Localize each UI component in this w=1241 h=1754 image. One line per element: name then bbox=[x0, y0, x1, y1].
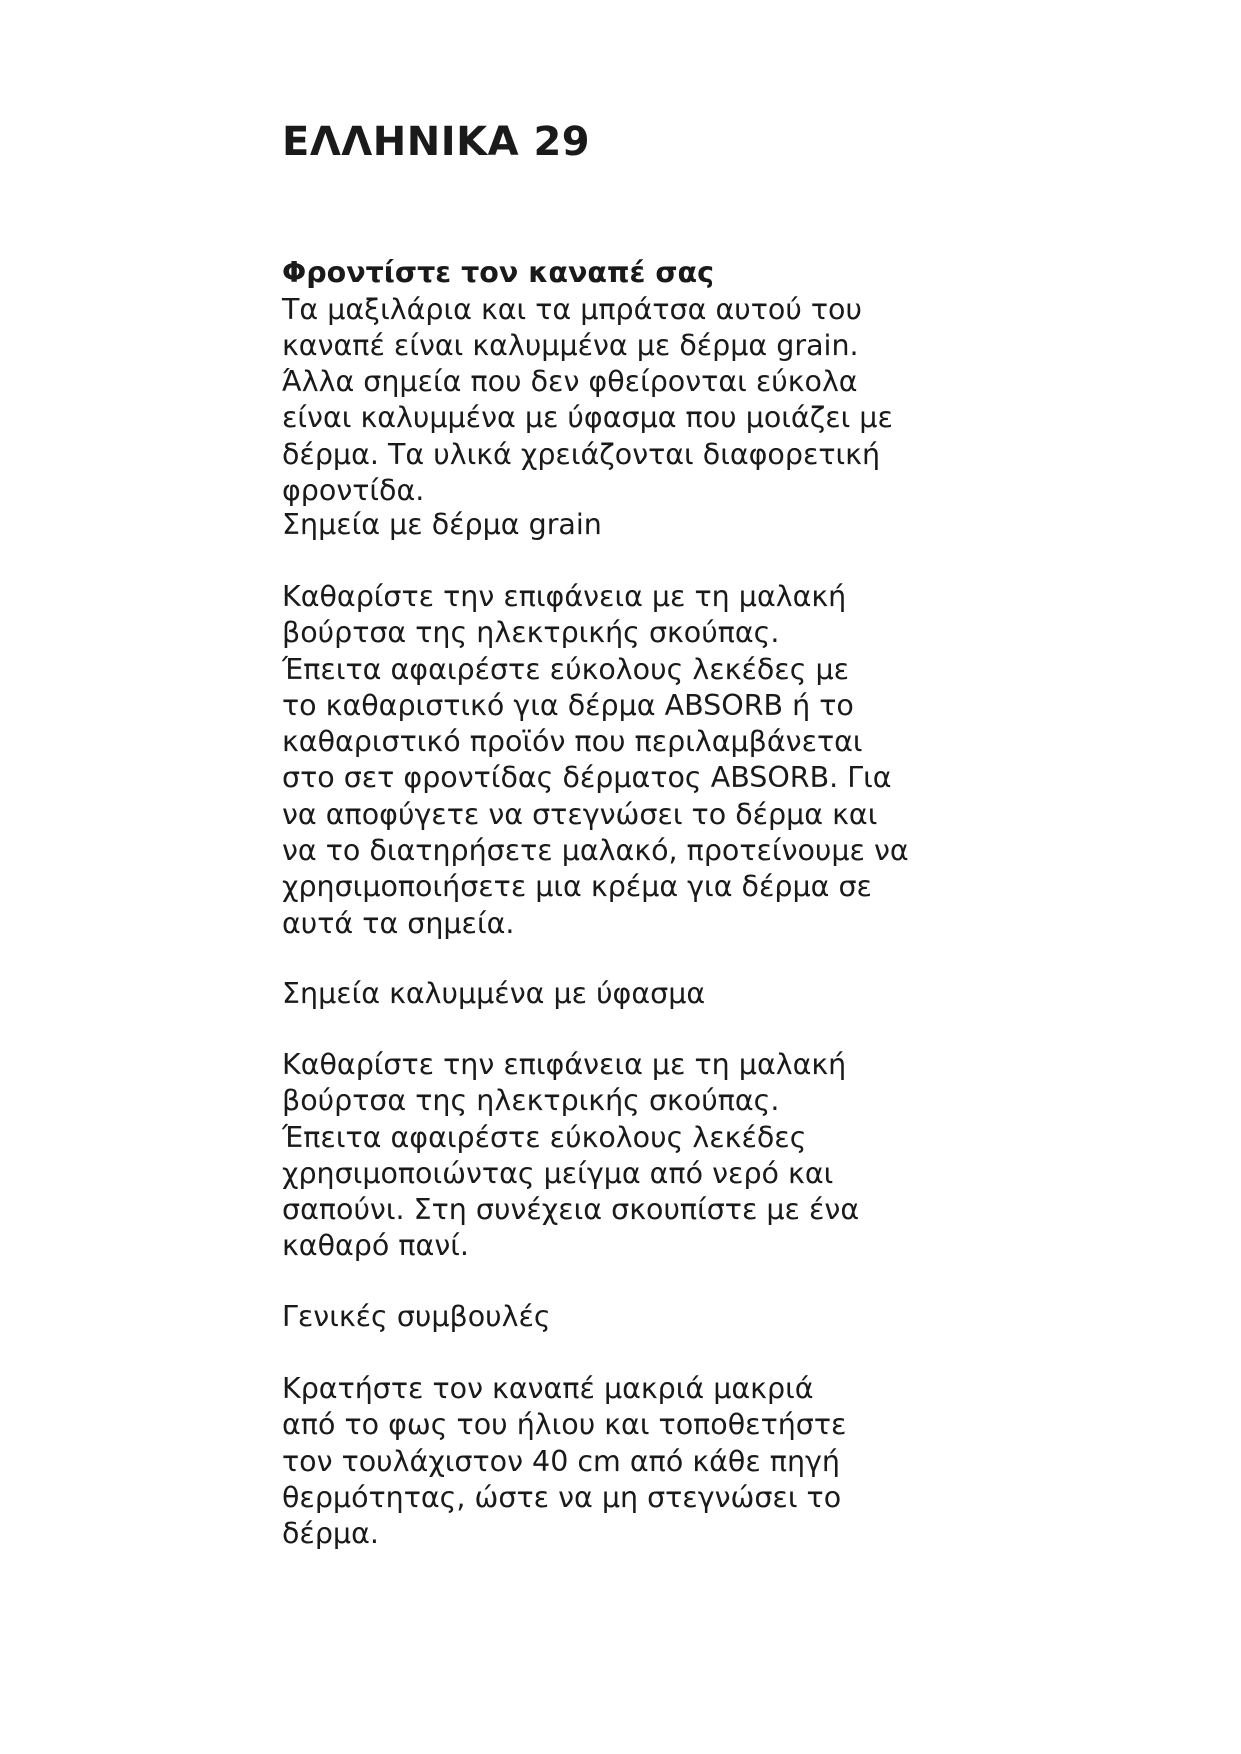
care-section bbox=[282, 219, 1002, 509]
general-tips-body: Κρατήστε τον καναπέ μακριά μακριά από το φως του ήλιου και τοποθετήστε τον τουλάχιστον 40 cm από κάθε πηγή θερμότητας, ώστε να μη στεγνώσει το δέρμα. bbox=[282, 1372, 847, 1551]
care-section-heading: Φροντίστε τον καναπέ σας bbox=[282, 256, 715, 290]
general-tips-heading: Γενικές συμβουλές bbox=[282, 1300, 551, 1333]
care-section-body: Τα μαξιλάρια και τα μπράτσα αυτού του καναπέ είναι καλυμμένα με δέρμα grain. Άλλα σημεία που δεν φθείρονται εύκολα είναι καλυμμένα με ύφασμα που μοιάζει με δέρμα. Τα υλικά χρειάζονται διαφορετική φροντίδα. bbox=[282, 292, 893, 508]
grain-leather-body: Καθαρίστε την επιφάνεια με τη μαλακή βούρτσα της ηλεκτρικής σκούπας. Έπειτα αφαιρέστε εύκολους λεκέδες με το καθαριστικό για δέρμα ABSORB ή το καθαριστικό προϊόν που περιλαμβάνεται στο σετ φροντίδας δέρματος ABSORB. Για να αποφύγετε να στεγνώσει το δέρμα και να το διατηρήσετε μαλακό, προτείνουμε να χρησιμοποιήσετε μια κρέμα για δέρμα σε αυτά τα σημεία. bbox=[282, 580, 909, 940]
grain-leather-heading: Σημεία με δέρμα grain bbox=[282, 508, 602, 541]
fabric-covered-heading: Σημεία καλυμμένα με ύφασμα bbox=[282, 977, 706, 1010]
fabric-covered-body: Καθαρίστε την επιφάνεια με τη μαλακή βούρτσα της ηλεκτρικής σκούπας. Έπειτα αφαιρέστε εύκολους λεκέδες χρησιμοποιώντας μείγμα από νερό και σαπούνι. Στη συνέχεια σκουπίστε με ένα καθαρό πανί. bbox=[282, 1048, 860, 1263]
page-title: ΕΛΛΗΝΙΚΑ 29 bbox=[282, 119, 591, 165]
